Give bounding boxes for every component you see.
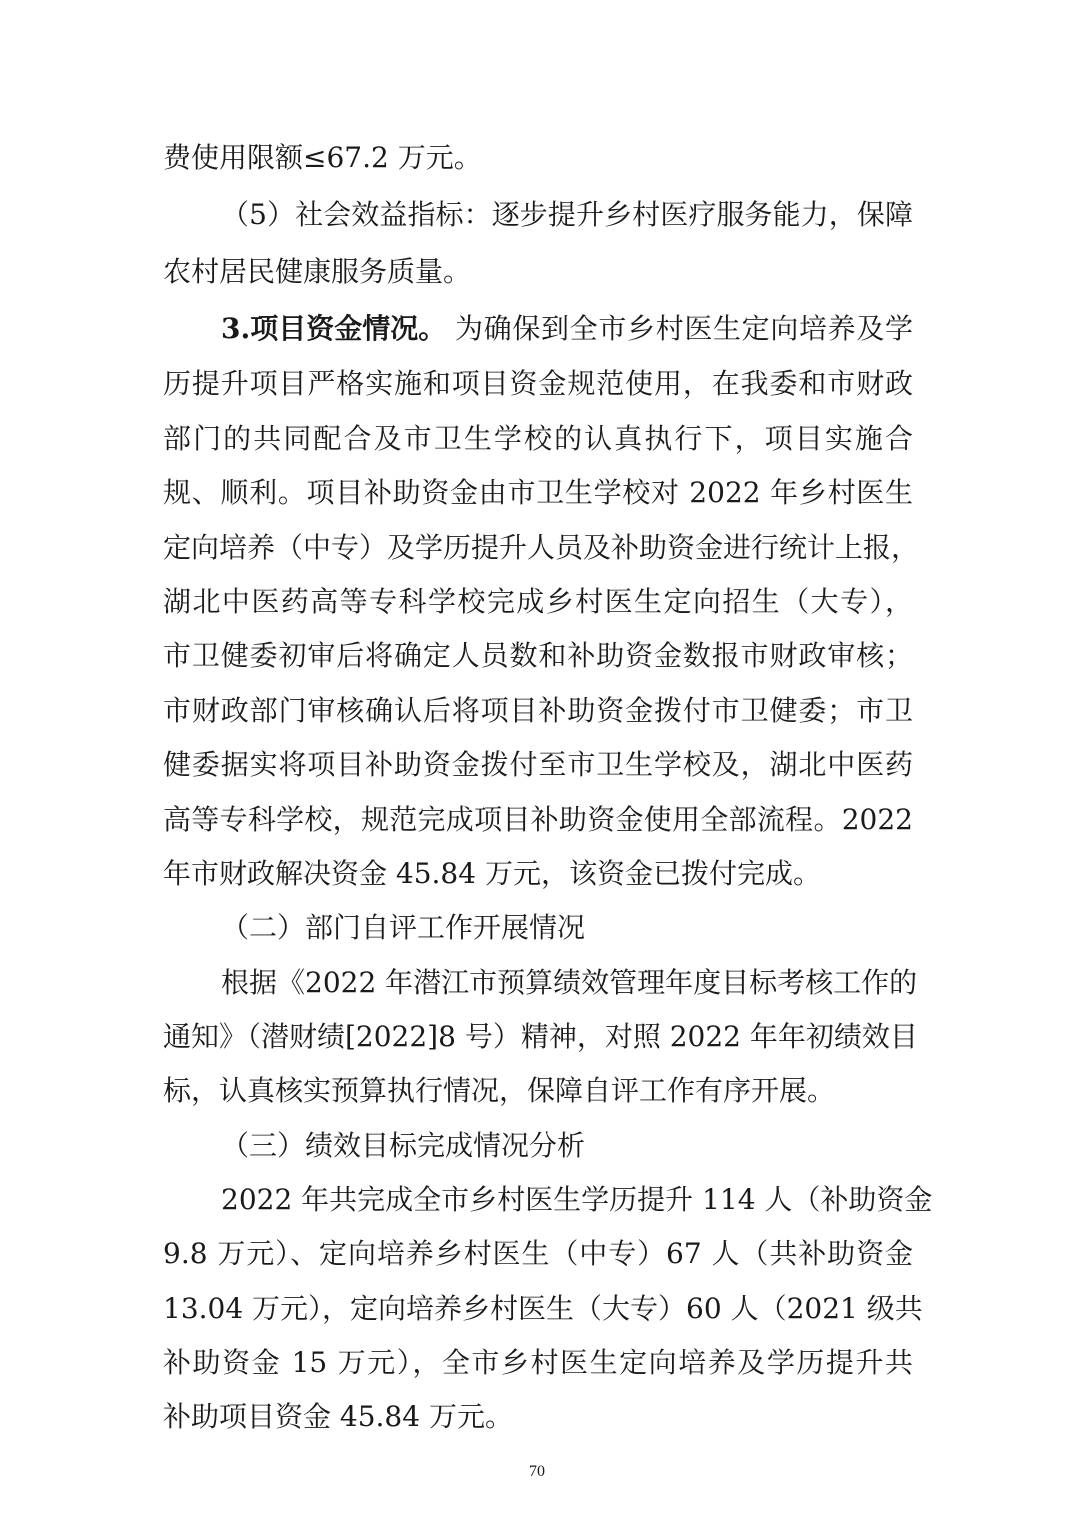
paragraph-line: 9.8 万元）、定向培养乡村医生（中专）67 人（共补助资金	[163, 1237, 913, 1270]
paragraph-line: 健委据实将项目补助资金拨付至市卫生学校及，湖北中医药	[163, 748, 913, 781]
paragraph-line: 农村居民健康服务质量。	[163, 255, 472, 288]
paragraph-line: （5）社会效益指标：逐步提升乡村医疗服务能力，保障	[221, 198, 913, 231]
paragraph-line: 2022 年共完成全市乡村医生学历提升 114 人（补助资金	[221, 1183, 933, 1216]
paragraph-line: 市卫健委初审后将确定人员数和补助资金数报市财政审核；	[163, 639, 913, 672]
paragraph-line: 年市财政解决资金 45.84 万元，该资金已拨付完成。	[163, 857, 821, 890]
section-heading: （三）绩效目标完成情况分析	[221, 1129, 586, 1162]
page-number: 70	[529, 1463, 545, 1480]
paragraph-line: 为确保到全市乡村医生定向培养及学	[455, 312, 913, 345]
paragraph-line: 定向培养（中专）及学历提升人员及补助资金进行统计上报，	[163, 531, 920, 564]
section-heading: （二）部门自评工作开展情况	[221, 911, 586, 944]
paragraph-line: 标，认真核实预算执行情况，保障自评工作有序开展。	[163, 1074, 836, 1107]
paragraph-line: 13.04 万元），定向培养乡村医生（大专）60 人（2021 级共	[163, 1292, 923, 1325]
paragraph-line: 部门的共同配合及市卫生学校的认真执行下，项目实施合	[163, 422, 913, 455]
paragraph-line: 规、顺利。项目补助资金由市卫生学校对 2022 年乡村医生	[163, 476, 913, 509]
paragraph-line: 根据《2022 年潜江市预算绩效管理年度目标考核工作的	[221, 966, 918, 999]
paragraph-line: 历提升项目严格实施和项目资金规范使用，在我委和市财政	[163, 367, 913, 400]
paragraph-line: 湖北中医药高等专科学校完成乡村医生定向招生（大专），	[163, 585, 913, 618]
section-heading: 3.项目资金情况。	[221, 312, 447, 345]
paragraph-line: 通知》（潜财绩[2022]8 号）精神，对照 2022 年年初绩效目	[163, 1020, 918, 1053]
paragraph-line: 补助资金 15 万元），全市乡村医生定向培养及学历提升共	[163, 1346, 913, 1379]
paragraph-line: 补助项目资金 45.84 万元。	[163, 1400, 513, 1433]
paragraph-line: 市财政部门审核确认后将项目补助资金拨付市卫健委；市卫	[163, 694, 913, 727]
paragraph-line: 高等专科学校，规范完成项目补助资金使用全部流程。2022	[163, 803, 913, 836]
paragraph-line: 费使用限额≤67.2 万元。	[163, 141, 482, 174]
